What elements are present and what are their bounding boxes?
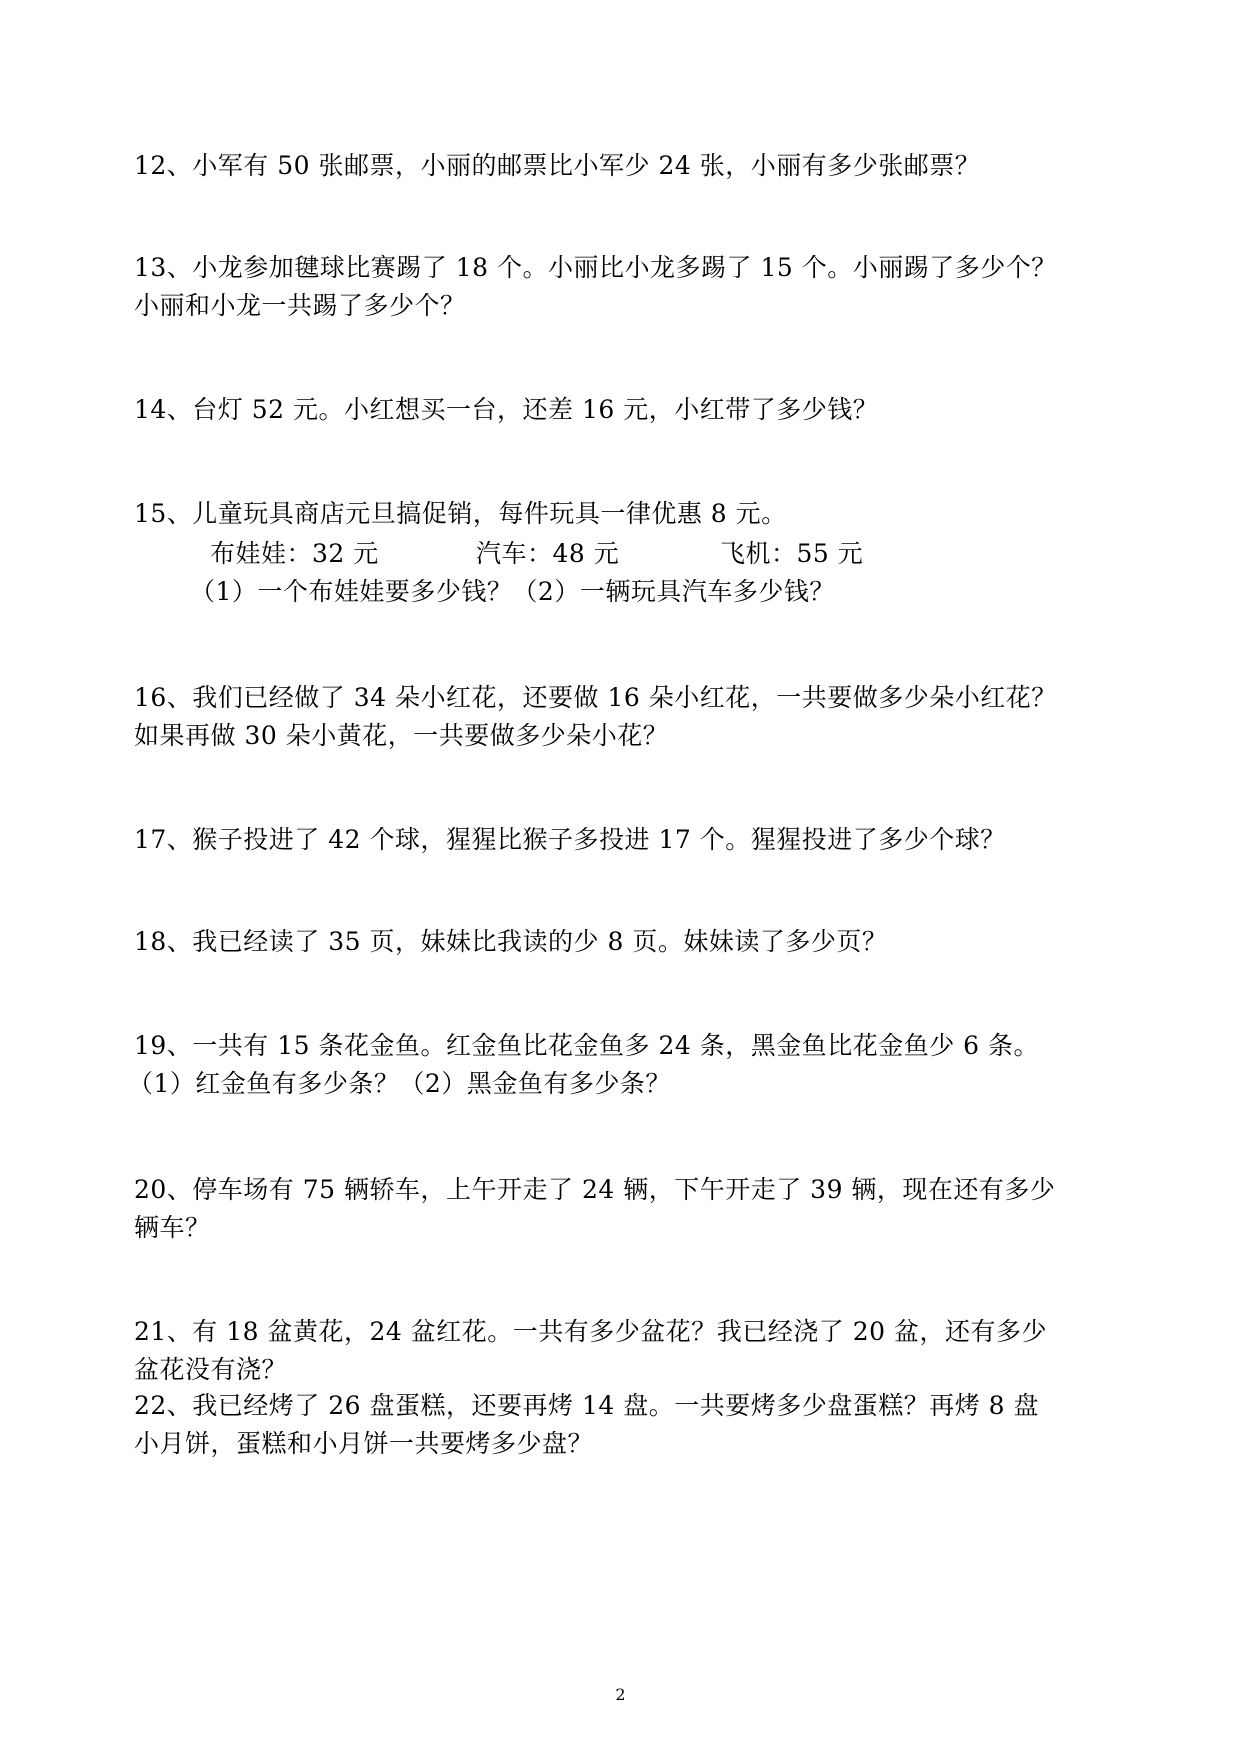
question-20-line-1: 20、停车场有 75 辆轿车，上午开走了 24 辆，下午开走了 39 辆，现在还有多少 (134, 1175, 1056, 1204)
question-13-line-1: 13、小龙参加毽球比赛踢了 18 个。小丽比小龙多踢了 15 个。小丽踢了多少个？ (134, 253, 1057, 282)
question-19-line-2: （1）红金鱼有多少条？（2）黑金鱼有多少条？ (128, 1069, 671, 1098)
question-15-line-3: （1）一个布娃娃要多少钱？（2）一辆玩具汽车多少钱？ (190, 577, 835, 606)
question-12-line-1: 12、小军有 50 张邮票，小丽的邮票比小军少 24 张，小丽有多少张邮票？ (134, 151, 981, 180)
question-15-price-list (0, 536, 1241, 572)
question-22-line-2: 小月饼，蛋糕和小月饼一共要烤多少盘？ (134, 1429, 594, 1458)
question-16-line-2: 如果再做 30 朵小黄花，一共要做多少朵小花？ (134, 721, 669, 750)
question-21-line-1: 21、有 18 盆黄花，24 盆红花。一共有多少盆花？我已经浇了 20 盆，还有多少 (134, 1317, 1047, 1346)
question-19-line-1: 19、一共有 15 条花金鱼。红金鱼比花金鱼多 24 条，黑金鱼比花金鱼少 6 条。 (134, 1031, 1040, 1060)
question-16-line-1: 16、我们已经做了 34 朵小红花，还要做 16 朵小红花，一共要做多少朵小红花？ (134, 683, 1057, 712)
question-13-line-2: 小丽和小龙一共踢了多少个？ (134, 291, 466, 320)
question-21-line-2: 盆花没有浇？ (134, 1355, 288, 1384)
question-14-line-1: 14、台灯 52 元。小红想买一台，还差 16 元，小红带了多少钱？ (134, 395, 879, 424)
question-15-line-1: 15、儿童玩具商店元旦搞促销，每件玩具一律优惠 8 元。 (134, 499, 787, 528)
price-doll: 布娃娃：32 元 (210, 539, 379, 568)
question-17-line-1: 17、猴子投进了 42 个球，猩猩比猴子多投进 17 个。猩猩投进了多少个球？ (134, 825, 1006, 854)
price-plane: 飞机：55 元 (720, 539, 864, 568)
question-20-line-2: 辆车？ (134, 1213, 211, 1242)
price-car: 汽车：48 元 (476, 539, 620, 568)
question-22-line-1: 22、我已经烤了 26 盘蛋糕，还要再烤 14 盘。一共要烤多少盘蛋糕？再烤 8 盘 (134, 1391, 1040, 1420)
page-number: 2 (615, 1685, 626, 1704)
question-18-line-1: 18、我已经读了 35 页，妹妹比我读的少 8 页。妹妹读了多少页？ (134, 927, 888, 956)
